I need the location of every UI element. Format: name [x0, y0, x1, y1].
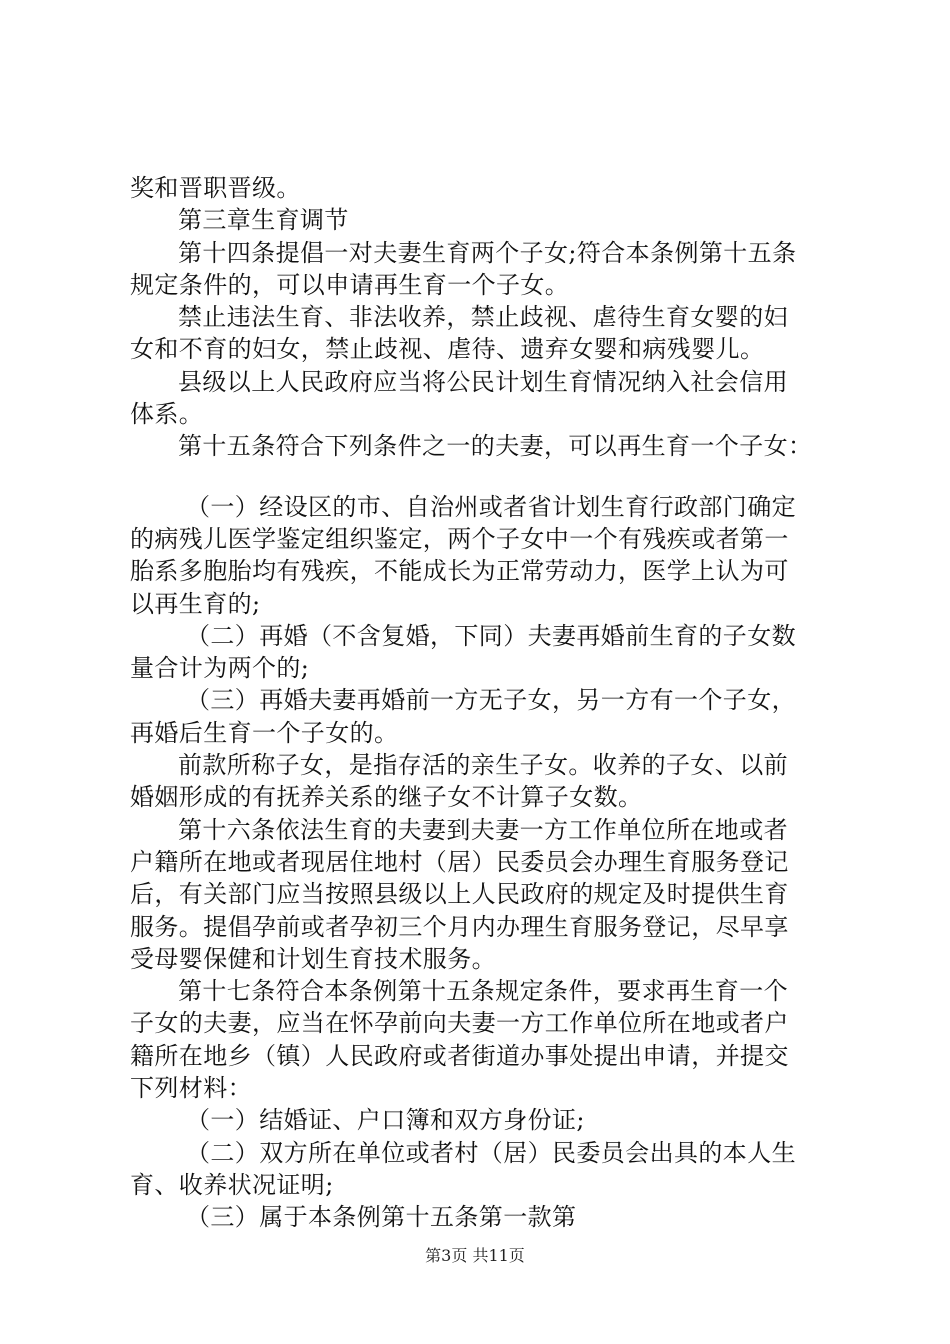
text-line: 县级以上人民政府应当将公民计划生育情况纳入社会信用 [178, 367, 788, 396]
text-line: 女和不育的妇女，禁止歧视、虐待、遗弃女婴和病残婴儿。 [130, 335, 765, 364]
text-line: 前款所称子女，是指存活的亲生子女。收养的子女、以前 [178, 751, 788, 780]
text-line: （三）再婚夫妻再婚前一方无子女，另一方有一个子女， [186, 686, 796, 715]
text-line: 户籍所在地或者现居住地村（居）民委员会办理生育服务登记 [130, 847, 789, 876]
text-line: 规定条件的，可以申请再生育一个子女。 [130, 270, 570, 299]
text-line: 第十四条提倡一对夫妻生育两个子女;符合本条例第十五条 [178, 238, 797, 267]
paragraph-gap [130, 463, 830, 491]
chapter-heading: 第三章生育调节 [178, 206, 349, 235]
text-line: 以再生育的; [130, 589, 261, 618]
text-line: 服务。提倡孕前或者孕初三个月内办理生育服务登记，尽早享 [130, 912, 789, 941]
text-line: 婚姻形成的有抚养关系的继子女不计算子女数。 [130, 783, 643, 812]
text-line: 体系。 [130, 400, 204, 429]
text-line: 第十五条符合下列条件之一的夫妻，可以再生育一个子女： [178, 432, 813, 461]
text-line: （一）结婚证、户口簿和双方身份证; [186, 1106, 585, 1135]
text-line: 育、收养状况证明; [130, 1170, 334, 1199]
text-line: 量合计为两个的; [130, 654, 310, 683]
text-line: （三）属于本条例第十五条第一款第 [186, 1203, 577, 1232]
page-number-footer: 第3页 共11页 [425, 1246, 525, 1265]
text-line: 奖和晋职晋级。 [130, 174, 301, 202]
text-line: 的病残儿医学鉴定组织鉴定，两个子女中一个有残疾或者第一 [130, 524, 789, 553]
text-line: 后，有关部门应当按照县级以上人民政府的规定及时提供生育 [130, 880, 789, 909]
text-line: 再婚后生育一个子女的。 [130, 718, 399, 747]
text-line: 第十七条符合本条例第十五条规定条件，要求再生育一个 [178, 977, 788, 1006]
text-line: 第十六条依法生育的夫妻到夫妻一方工作单位所在地或者 [178, 815, 788, 844]
text-line: 胎系多胞胎均有残疾，不能成长为正常劳动力，医学上认为可 [130, 557, 789, 586]
text-line: 受母婴保健和计划生育技术服务。 [130, 944, 496, 973]
text-line: 子女的夫妻，应当在怀孕前向夫妻一方工作单位所在地或者户 [130, 1009, 789, 1038]
text-line: （二）再婚（不含复婚，下同）夫妻再婚前生育的子女数 [186, 621, 796, 650]
text-line: 禁止违法生育、非法收养，禁止歧视、虐待生育女婴的妇 [178, 303, 788, 332]
text-line: （一）经设区的市、自治州或者省计划生育行政部门确定 [186, 492, 796, 521]
text-line: 籍所在地乡（镇）人民政府或者街道办事处提出申请，并提交 [130, 1041, 789, 1070]
text-line: （二）双方所在单位或者村（居）民委员会出具的本人生 [186, 1138, 796, 1167]
document-body [130, 172, 830, 1234]
text-line: 下列材料： [130, 1074, 252, 1103]
